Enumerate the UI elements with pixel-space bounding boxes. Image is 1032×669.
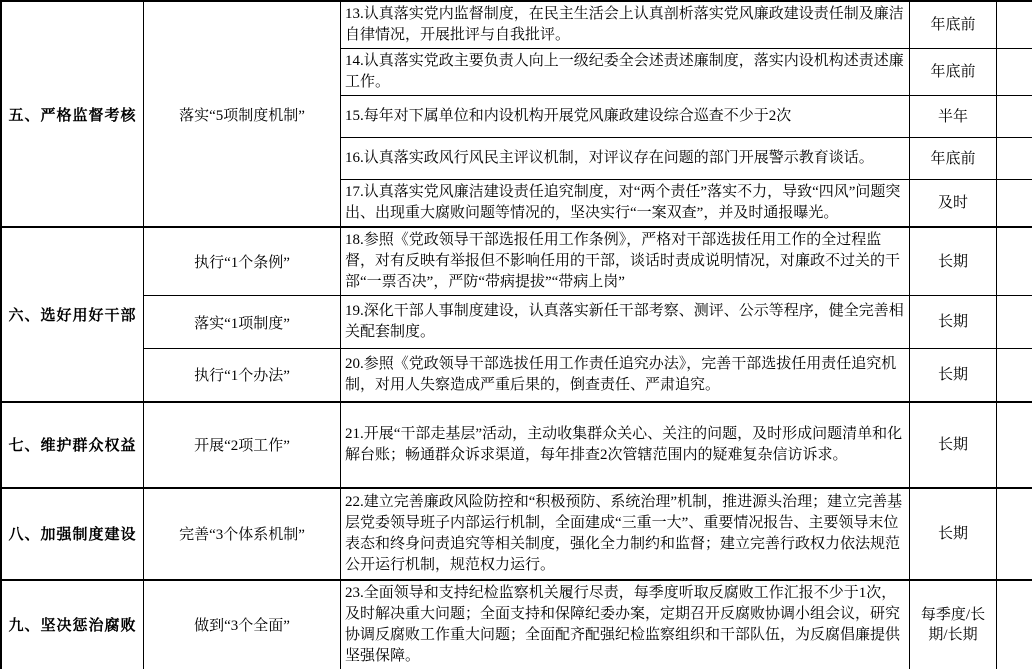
deadline-cell: 长期 bbox=[910, 227, 997, 296]
measure-cell: 落实“5项制度机制” bbox=[144, 1, 341, 227]
category-cell: 七、维护群众权益 bbox=[1, 402, 144, 488]
status-cell bbox=[997, 1, 1032, 49]
measure-cell: 落实“1项制度” bbox=[144, 296, 341, 349]
task-cell: 21.开展“干部走基层”活动，主动收集群众关心、关注的问题，及时形成问题清单和化解台账；畅通群众诉求渠道，每年排查2次管辖范围内的疑难复杂信访诉求。 bbox=[341, 402, 910, 488]
category-cell: 五、严格监督考核 bbox=[1, 1, 144, 227]
status-cell bbox=[997, 349, 1032, 402]
deadline-cell: 每季度/长期/长期 bbox=[910, 580, 997, 669]
status-cell bbox=[997, 49, 1032, 96]
deadline-cell: 年底前 bbox=[910, 49, 997, 96]
category-cell: 八、加强制度建设 bbox=[1, 488, 144, 580]
status-cell bbox=[997, 138, 1032, 180]
measure-cell: 执行“1个条例” bbox=[144, 227, 341, 296]
task-cell: 13.认真落实党内监督制度，在民主生活会上认真剖析落实党风廉政建设责任制及廉洁自律情况，开展批评与自我批评。 bbox=[341, 1, 910, 49]
category-cell: 六、选好用好干部 bbox=[1, 227, 144, 402]
deadline-cell: 年底前 bbox=[910, 1, 997, 49]
task-cell: 18.参照《党政领导干部选报任用工作条例》，严格对干部选拔任用工作的全过程监督，对有反映有举报但不影响任用的干部，谈话时责成说明情况，对廉政不过关的干部“一票否决”，严防“带病提拔”“带病上岗” bbox=[341, 227, 910, 296]
status-cell bbox=[997, 296, 1032, 349]
deadline-cell: 年底前 bbox=[910, 138, 997, 180]
status-cell bbox=[997, 96, 1032, 138]
measure-cell: 开展“2项工作” bbox=[144, 402, 341, 488]
deadline-cell: 长期 bbox=[910, 488, 997, 580]
deadline-cell: 长期 bbox=[910, 402, 997, 488]
task-cell: 16.认真落实政风行风民主评议机制，对评议存在问题的部门开展警示教育谈话。 bbox=[341, 138, 910, 180]
task-cell: 19.深化干部人事制度建设，认真落实新任干部考察、测评、公示等程序，健全完善相关配套制度。 bbox=[341, 296, 910, 349]
task-cell: 14.认真落实党政主要负责人向上一级纪委全会述责述廉制度，落实内设机构述责述廉工作。 bbox=[341, 49, 910, 96]
task-cell: 20.参照《党政领导干部选拔任用工作责任追究办法》，完善干部选拔任用责任追究机制，对用人失察造成严重后果的，倒查责任、严肃追究。 bbox=[341, 349, 910, 402]
deadline-cell: 长期 bbox=[910, 349, 997, 402]
task-cell: 15.每年对下属单位和内设机构开展党风廉政建设综合巡查不少于2次 bbox=[341, 96, 910, 138]
deadline-cell: 长期 bbox=[910, 296, 997, 349]
measure-cell: 做到“3个全面” bbox=[144, 580, 341, 669]
measure-cell: 执行“1个办法” bbox=[144, 349, 341, 402]
status-cell bbox=[997, 488, 1032, 580]
task-cell: 23.全面领导和支持纪检监察机关履行尽责，每季度听取反腐败工作汇报不少于1次，及时解决重大问题；全面支持和保障纪委办案，定期召开反腐败协调小组会议，研究协调反腐败工作重大问题；全面配齐配强纪检监察组织和干部队伍，为反腐倡廉提供坚强保障。 bbox=[341, 580, 910, 669]
status-cell bbox=[997, 402, 1032, 488]
deadline-cell: 及时 bbox=[910, 180, 997, 228]
deadline-cell: 半年 bbox=[910, 96, 997, 138]
measure-cell: 完善“3个体系机制” bbox=[144, 488, 341, 580]
status-cell bbox=[997, 180, 1032, 228]
status-cell bbox=[997, 227, 1032, 296]
task-cell: 17.认真落实党风廉洁建设责任追究制度，对“两个责任”落实不力，导致“四风”问题突出、出现重大腐败问题等情况的，坚决实行“一案双查”，并及时通报曝光。 bbox=[341, 180, 910, 228]
status-cell bbox=[997, 580, 1032, 669]
task-cell: 22.建立完善廉政风险防控和“积极预防、系统治理”机制，推进源头治理；建立完善基层党委领导班子内部运行机制，全面建成“三重一大”、重要情况报告、主要领导末位表态和终身问责追究等相关制度，强化全力制约和监督；建立完善行政权力依法规范公开运行机制，规范权力运行。 bbox=[341, 488, 910, 580]
category-cell: 九、坚决惩治腐败 bbox=[1, 580, 144, 669]
